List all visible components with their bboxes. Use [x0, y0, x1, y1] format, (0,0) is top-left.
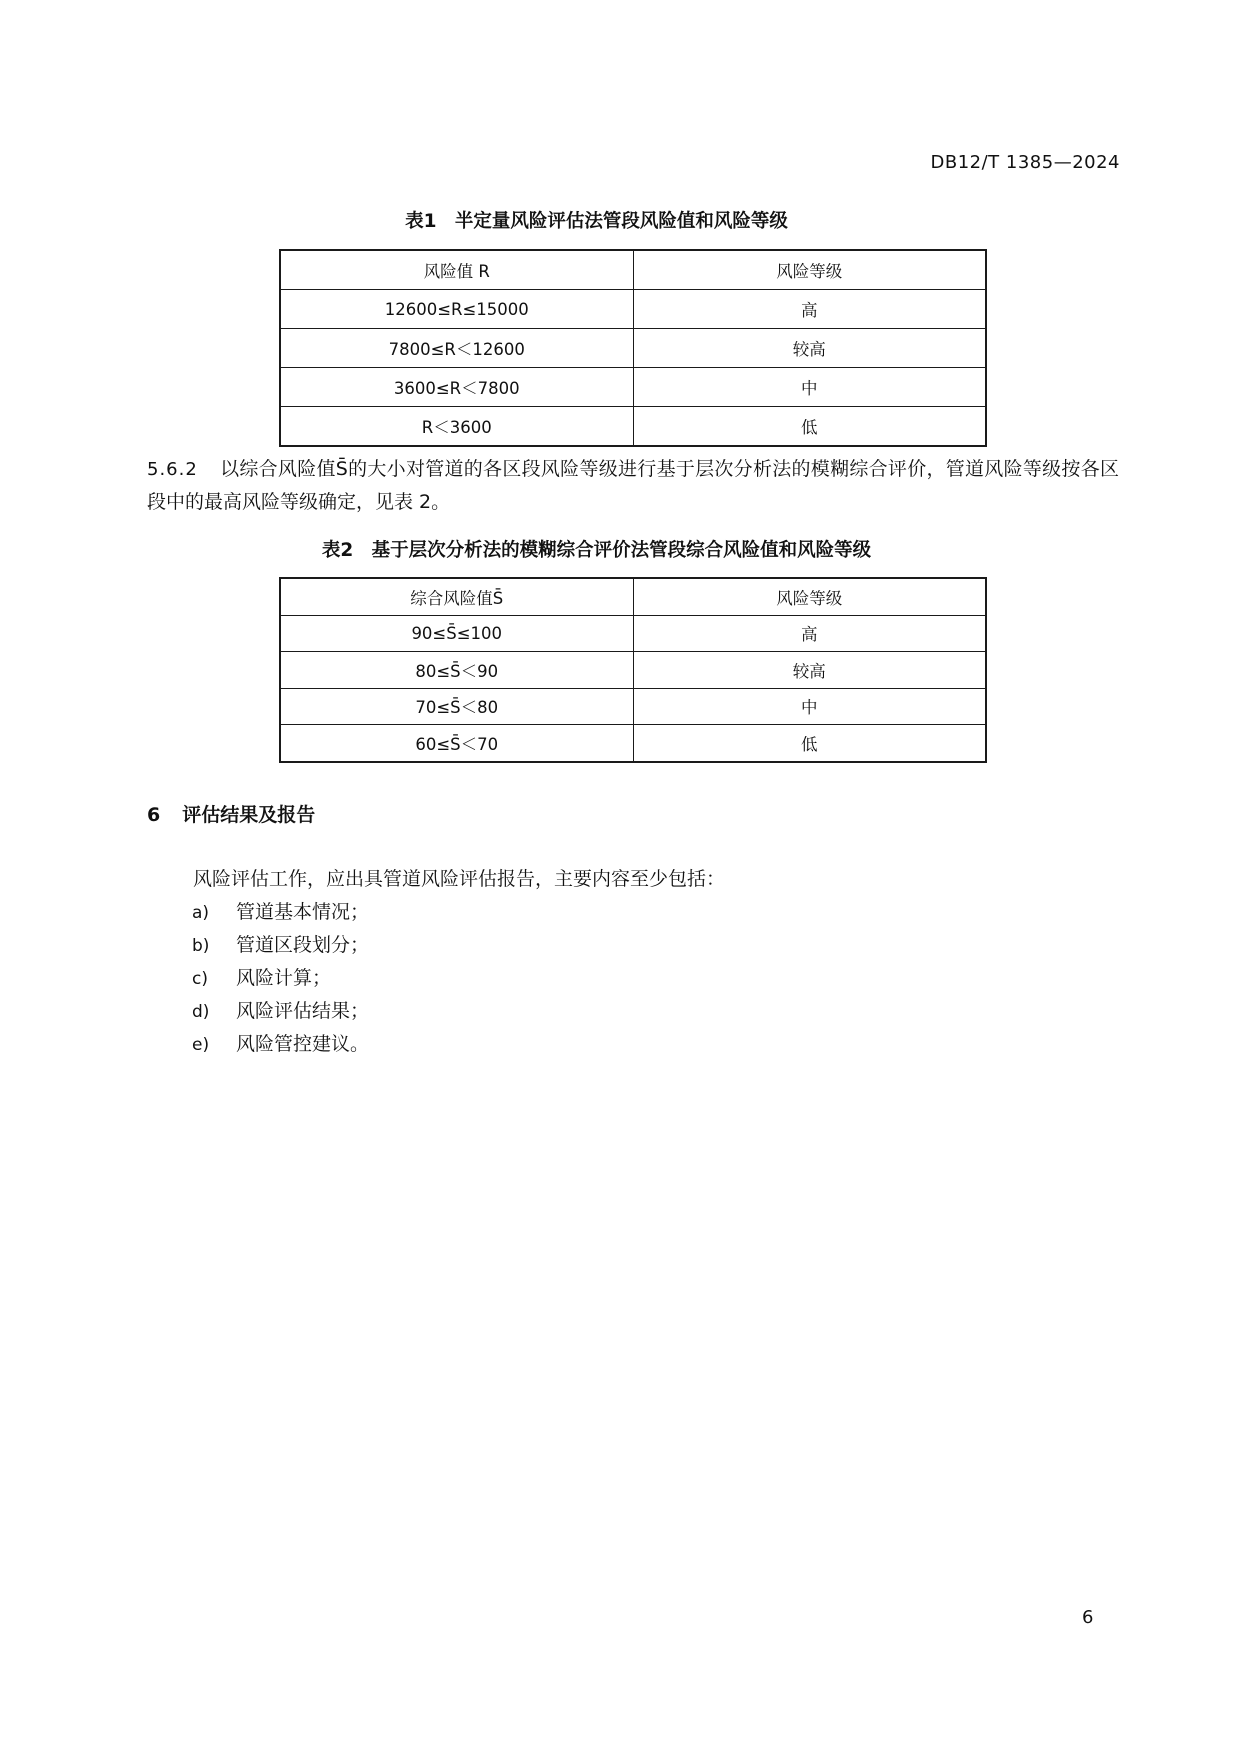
cell-risk-level: 高	[633, 615, 986, 652]
list-marker: a)	[192, 903, 210, 923]
cell-risk-range: 80≤S̄＜90	[280, 652, 633, 689]
table2	[279, 577, 987, 763]
cell-risk-range: 7800≤R＜12600	[280, 329, 633, 368]
document-code: DB12/T 1385—2024	[930, 152, 1120, 173]
table1-caption: 表1 半定量风险评估法管段风险值和风险等级	[405, 211, 788, 232]
section-title: 评估结果及报告	[182, 804, 316, 826]
section-6-intro: 风险评估工作，应出具管道风险评估报告，主要内容至少包括：	[193, 868, 726, 890]
table-row	[280, 368, 986, 407]
list-item-text: 风险评估结果；	[236, 1000, 370, 1022]
cell-risk-level: 低	[633, 725, 986, 762]
list-item	[192, 897, 369, 924]
list-marker: c)	[192, 969, 208, 989]
page-number: 6	[1082, 1607, 1094, 1628]
list-marker: b)	[192, 936, 210, 956]
list-item-text: 风险计算；	[236, 967, 332, 989]
cell-risk-range: 12600≤R≤15000	[280, 290, 633, 329]
table1	[279, 249, 987, 447]
clause-5-6-2	[147, 453, 1119, 518]
cell-risk-range: 3600≤R＜7800	[280, 368, 633, 407]
cell-risk-range: 70≤S̄＜80	[280, 688, 633, 725]
table-row	[280, 407, 986, 447]
cell-risk-level: 高	[633, 290, 986, 329]
header-cell-risk-value: 风险值 R	[280, 250, 633, 290]
table-row	[280, 725, 986, 762]
list-item	[192, 996, 369, 1023]
cell-risk-range: 60≤S̄＜70	[280, 725, 633, 762]
table-row	[280, 652, 986, 689]
cell-risk-range: R＜3600	[280, 407, 633, 447]
cell-risk-level: 低	[633, 407, 986, 447]
cell-risk-level: 中	[633, 688, 986, 725]
list-marker: e)	[192, 1035, 210, 1055]
cell-risk-range: 90≤S̄≤100	[280, 615, 633, 652]
header-cell-risk-level: 风险等级	[633, 250, 986, 290]
cell-risk-level: 较高	[633, 652, 986, 689]
cell-risk-level: 中	[633, 368, 986, 407]
table-row	[280, 688, 986, 725]
list-marker: d)	[192, 1002, 210, 1022]
table2-caption: 表2 基于层次分析法的模糊综合评价法管段综合风险值和风险等级	[321, 540, 872, 561]
table-row	[280, 329, 986, 368]
list-item	[192, 1029, 369, 1056]
list-item-text: 风险管控建议。	[236, 1033, 370, 1055]
list-item-text: 管道基本情况；	[236, 901, 370, 923]
table-header-row	[280, 250, 986, 290]
header-cell-risk-level: 风险等级	[633, 578, 986, 615]
table-row	[280, 290, 986, 329]
section-number: 6	[147, 804, 161, 826]
list-item	[192, 930, 369, 957]
list-item-text: 管道区段划分；	[236, 934, 370, 956]
clause-text: 以综合风险值S̄的大小对管道的各区段风险等级进行基于层次分析法的模糊综合评价，管道风险等级按各区段中的最高风险等级确定，见表 2。	[147, 458, 1119, 513]
clause-number: 5.6.2	[147, 459, 198, 480]
cell-risk-level: 较高	[633, 329, 986, 368]
section-6-heading	[147, 800, 315, 827]
header-cell-composite-risk-value: 综合风险值S̄	[280, 578, 633, 615]
table-row	[280, 615, 986, 652]
table-header-row	[280, 578, 986, 615]
list-item	[192, 963, 331, 990]
